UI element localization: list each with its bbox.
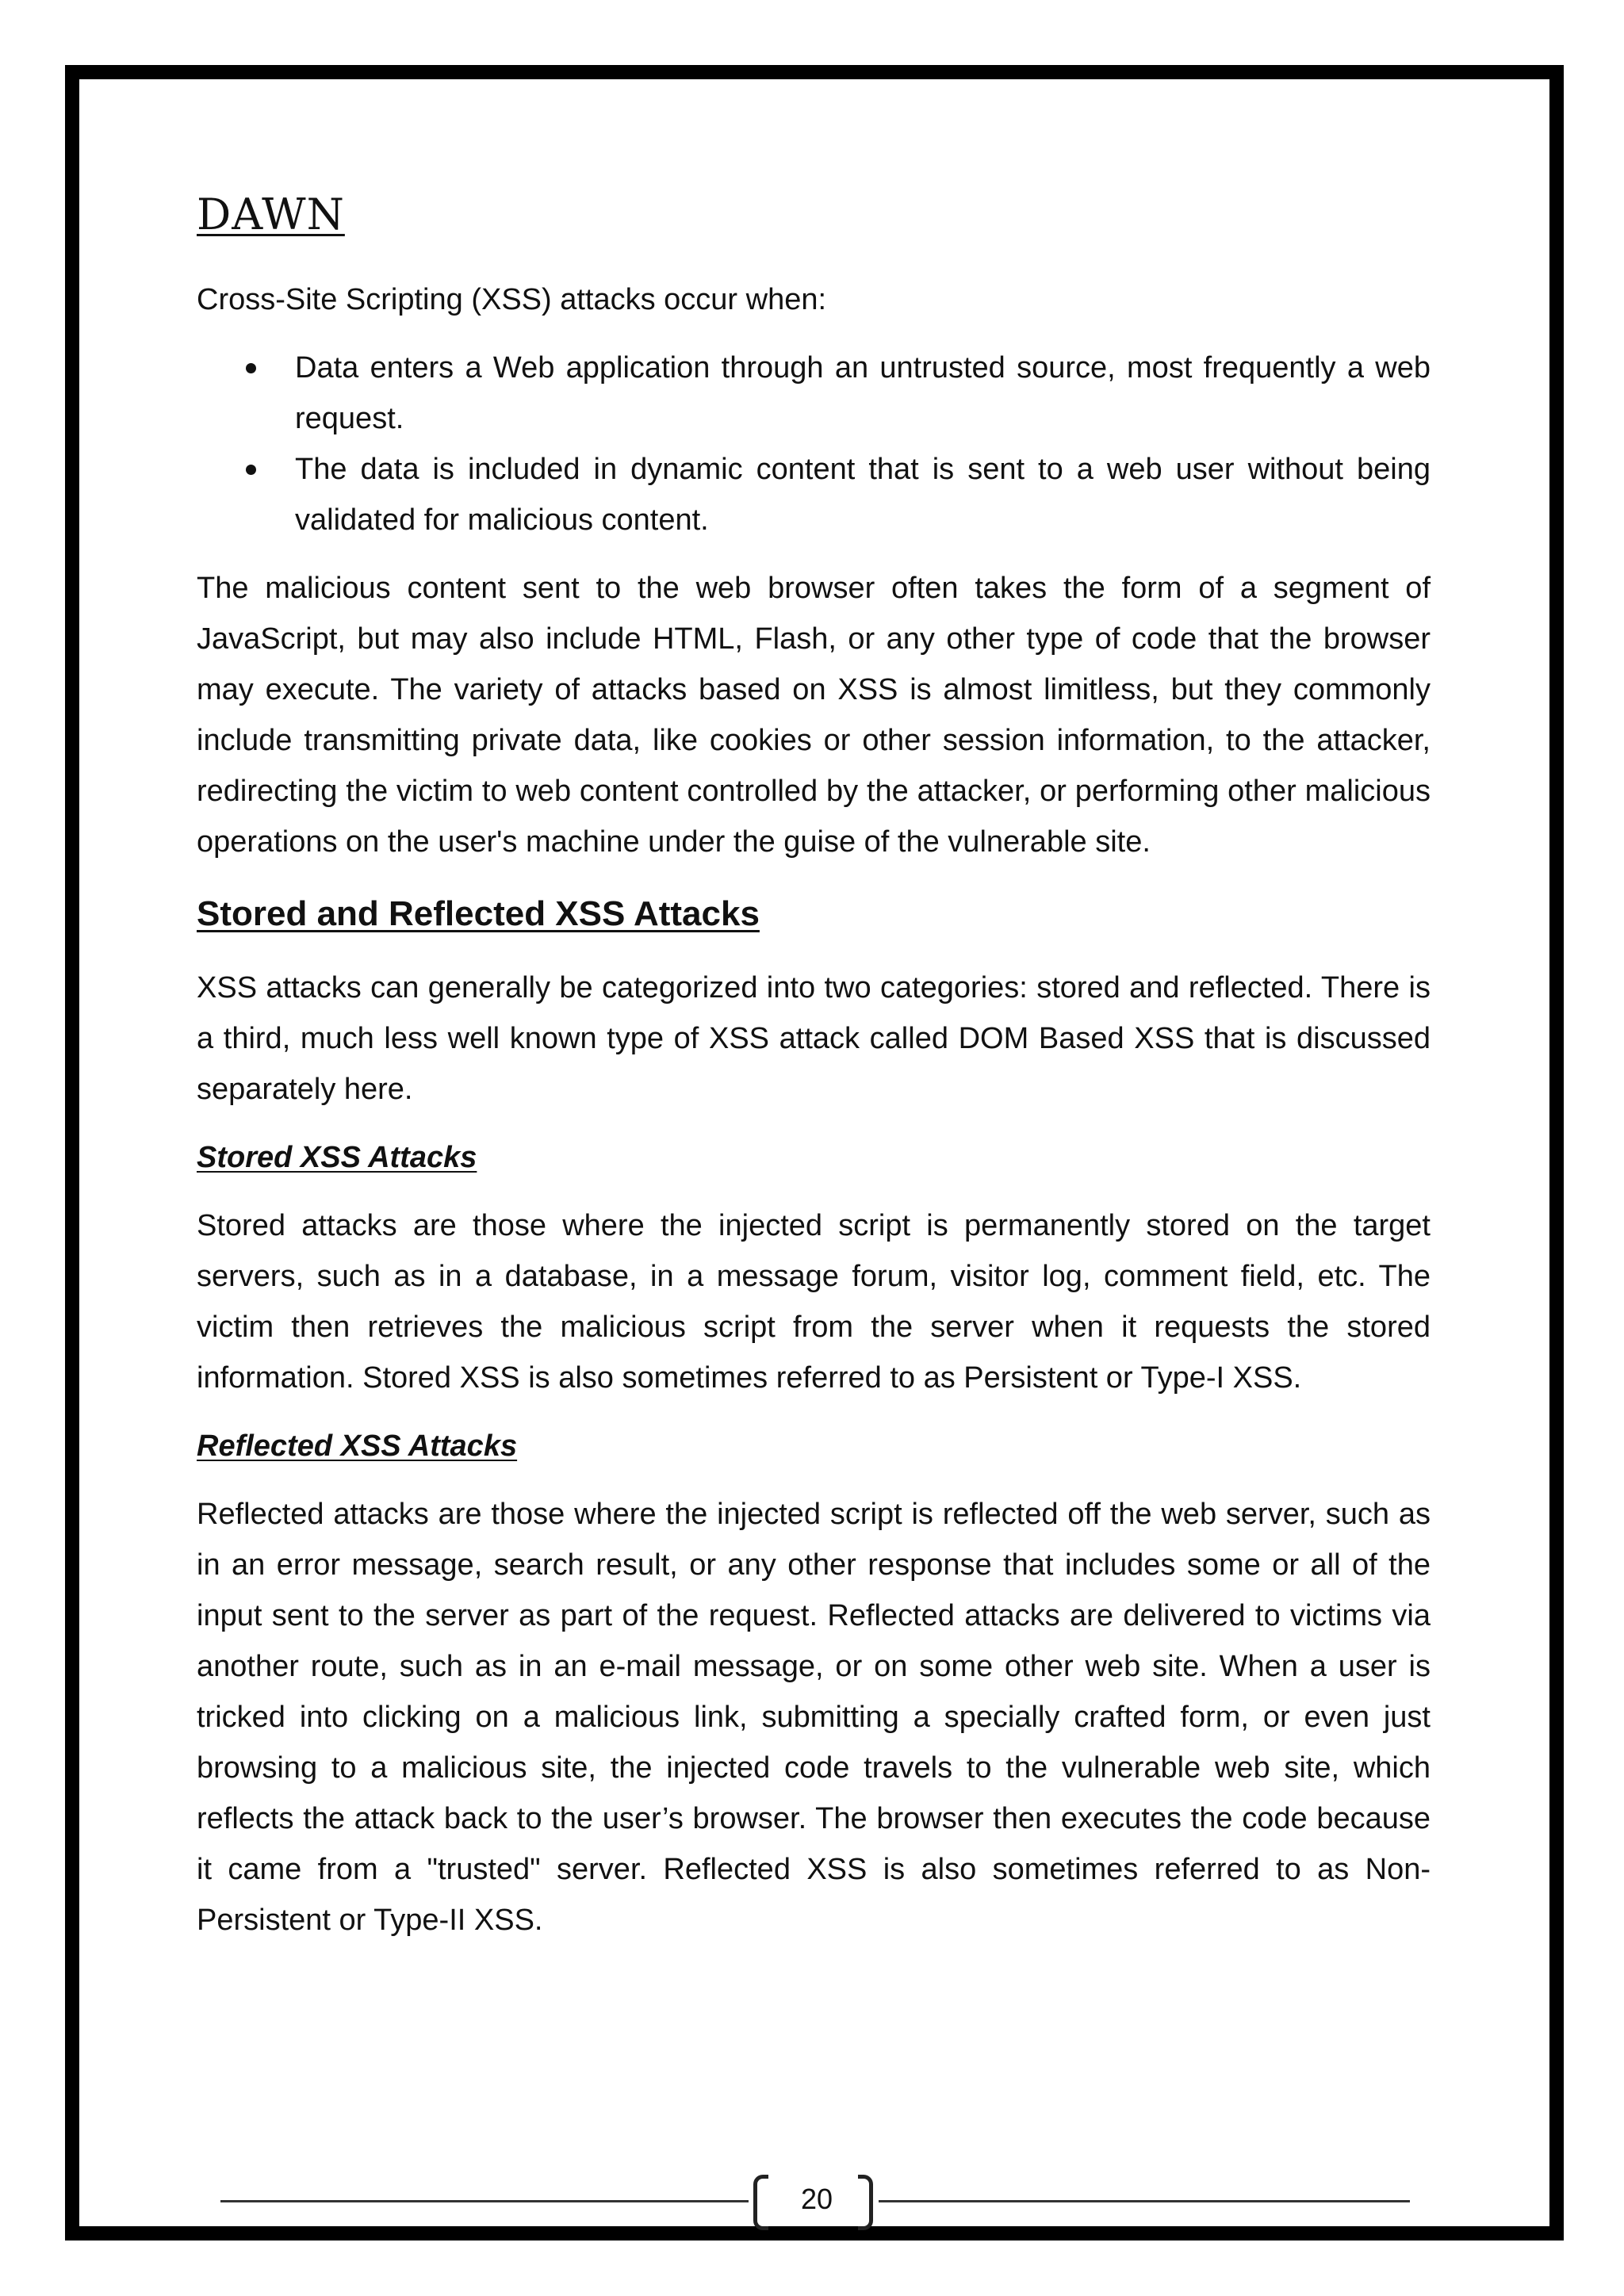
left-bracket-icon bbox=[753, 2175, 768, 2230]
footer-rule-right bbox=[879, 2200, 1410, 2202]
page-number: 20 bbox=[800, 2183, 833, 2215]
stored-paragraph: Stored attacks are those where the injected script is permanently stored on the target servers, such as in a database, in a message forum, visitor log, comment field, etc. The victim then retrieves the malicious script from the server when it requests the stored information. Stored XSS is also sometimes referred to as Persistent or Type-I XSS. bbox=[197, 1209, 1431, 1395]
document-title: DAWN bbox=[197, 189, 345, 239]
bullet-text: Data enters a Web application through an untrusted source, most frequently a web request. bbox=[295, 351, 1431, 435]
bullet-item bbox=[197, 444, 1431, 545]
page-footer bbox=[220, 2168, 1410, 2240]
bullet-item bbox=[197, 342, 1431, 444]
bullet-icon bbox=[246, 465, 256, 475]
reflected-heading: Reflected XSS Attacks bbox=[197, 1429, 518, 1463]
bullet-text: The data is included in dynamic content that is sent to a web user without being validated for malicious content. bbox=[295, 453, 1431, 537]
section-heading: Stored and Reflected XSS Attacks bbox=[197, 894, 760, 933]
intro-text: Cross-Site Scripting (XSS) attacks occur when: bbox=[197, 283, 827, 316]
section-paragraph: XSS attacks can generally be categorized into two categories: stored and reflected. There is a third, much less well known type of XSS attack called DOM Based XSS that is discussed separately here. bbox=[197, 971, 1431, 1106]
bullet-list bbox=[197, 342, 1431, 545]
stored-heading: Stored XSS Attacks bbox=[197, 1141, 477, 1174]
page-content bbox=[197, 187, 1431, 1965]
bullet-icon bbox=[246, 363, 256, 373]
reflected-paragraph: Reflected attacks are those where the injected script is reflected off the web server, such as in an error message, search result, or any other response that includes some or all of the input sent to the server as part of the request. Reflected attacks are delivered to victims via another route, such as in an e-mail message, or on some other web site. When a user is tricked into clicking on a malicious link, submitting a specially crafted form, or even just browsing to a malicious site, the injected code travels to the vulnerable web site, which reflects the attack back to the user’s browser. The browser then executes the code because it came from a "trusted" server. Reflected XSS is also sometimes referred to as Non-Persistent or Type-II XSS. bbox=[197, 1498, 1431, 1937]
right-bracket-icon bbox=[858, 2175, 873, 2230]
body-paragraph: The malicious content sent to the web browser often takes the form of a segment of JavaScript, but may also include HTML, Flash, or any other type of code that the browser may execute. The variety of attacks based on XSS is almost limitless, but they commonly include transmitting private data, like cookies or other session information, to the attacker, redirecting the victim to web content controlled by the attacker, or performing other malicious operations on the user's machine under the guise of the vulnerable site. bbox=[197, 572, 1431, 859]
footer-rule-left bbox=[220, 2200, 749, 2202]
